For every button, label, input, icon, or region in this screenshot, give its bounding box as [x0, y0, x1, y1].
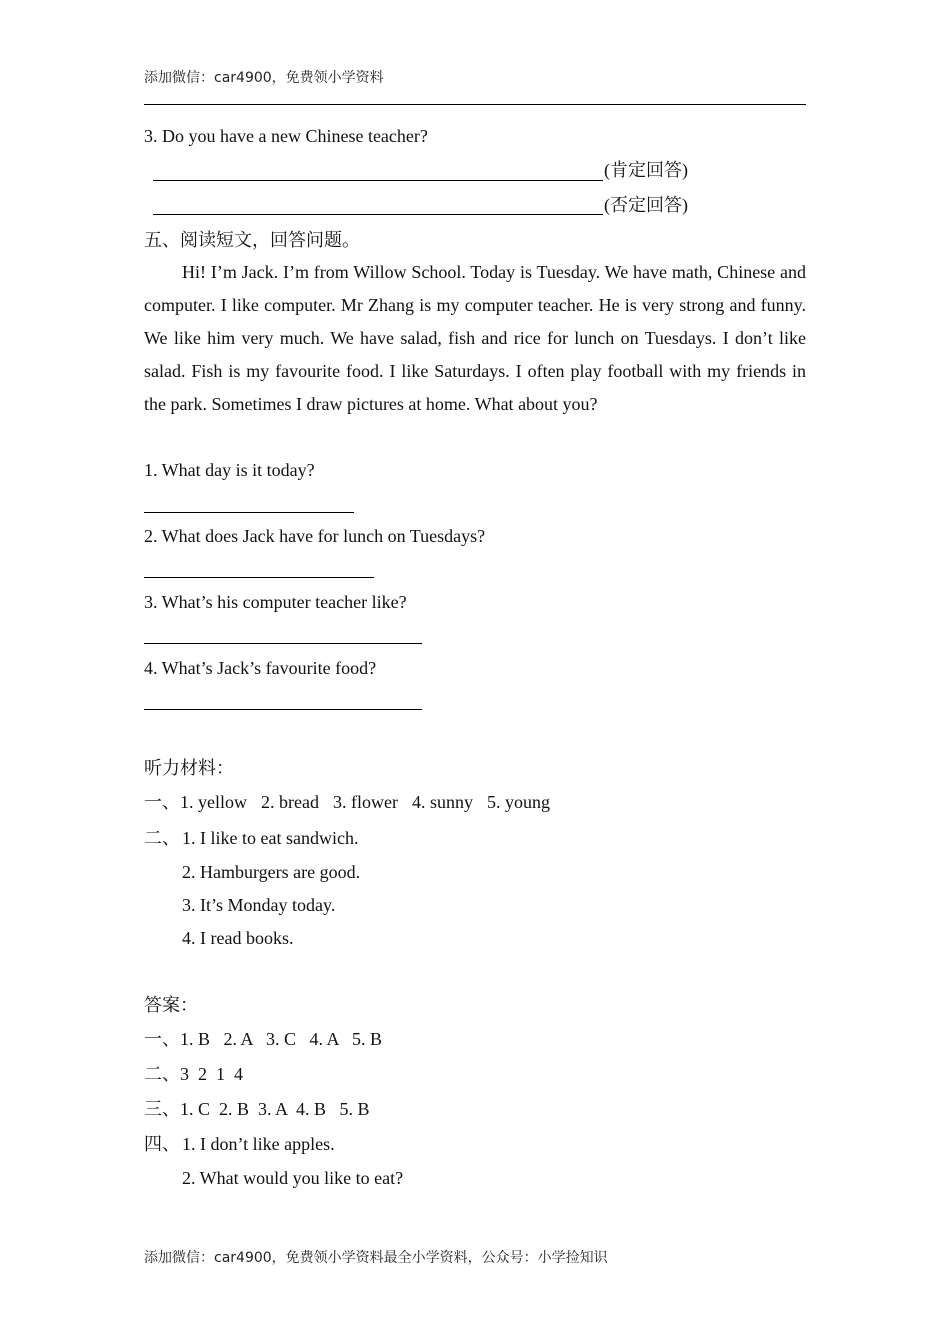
answer-blank-3[interactable] [144, 643, 422, 644]
list-item: 1. I like to eat sandwich. [182, 828, 359, 848]
answer-blank-4[interactable] [144, 709, 422, 710]
negative-answer-note: (否定回答) [604, 195, 688, 215]
answers-title: 答案： [144, 995, 198, 1015]
list-item: 3. flower [332, 792, 398, 812]
answer-blank-positive[interactable] [153, 180, 603, 181]
list-item: 1. yellow [180, 792, 247, 812]
page-header: 添加微信：car4900，免费领小学资料 [144, 70, 384, 86]
reading-question-4: 4. What’s Jack’s favourite food? [144, 658, 377, 678]
listening-part1-prefix: 一、 [144, 792, 180, 812]
positive-answer-note: (肯定回答) [604, 160, 688, 180]
answers-part4-prefix: 四、 [144, 1134, 180, 1154]
list-item: 5. young [486, 792, 550, 812]
listening-part1 [144, 791, 550, 813]
page-footer: 添加微信：car4900，免费领小学资料最全小学资料，公众号：小学捡知识 [144, 1250, 608, 1266]
section-title-reading: 五、阅读短文，回答问题。 [144, 230, 360, 250]
reading-question-1: 1. What day is it today? [144, 460, 315, 480]
list-item: 2. What would you like to eat? [182, 1168, 404, 1188]
reading-question-2: 2. What does Jack have for lunch on Tuesdays? [144, 526, 486, 546]
reading-question-3: 3. What’s his computer teacher like? [144, 592, 407, 612]
answers-part3: 三、1. C 2. B 3. A 4. B 5. B [144, 1099, 370, 1119]
list-item: 4. I read books. [182, 928, 294, 948]
list-item: 2. bread [261, 792, 319, 812]
answers-part1: 一、1. B 2. A 3. C 4. A 5. B [144, 1029, 383, 1049]
question-text: 3. Do you have a new Chinese teacher? [144, 126, 428, 146]
list-item: 2. Hamburgers are good. [182, 862, 361, 882]
list-item: 3. It’s Monday today. [182, 895, 336, 915]
answers-part2: 二、3 2 1 4 [144, 1064, 243, 1084]
answer-blank-negative[interactable] [153, 214, 603, 215]
list-item: 1. I don’t like apples. [182, 1134, 335, 1154]
listening-part2-prefix: 二、 [144, 828, 180, 848]
answer-blank-2[interactable] [144, 577, 374, 578]
list-item: 4. sunny [411, 792, 473, 812]
reading-passage: Hi! I’m Jack. I’m from Willow School. Today is Tuesday. We have math, Chinese and computer. I like computer. Mr Zhang is my computer teacher. He is very strong and funny. We like him very much. We have salad, fish and rice for lunch on Tuesdays. I don’t like salad. Fish is my favourite food. I like Saturdays. I often play football with my friends in the park. Sometimes I draw pictures at home. What about you? [144, 262, 806, 414]
listening-title: 听力材料： [144, 758, 234, 778]
answer-blank-1[interactable] [144, 512, 354, 513]
header-divider [144, 104, 806, 105]
